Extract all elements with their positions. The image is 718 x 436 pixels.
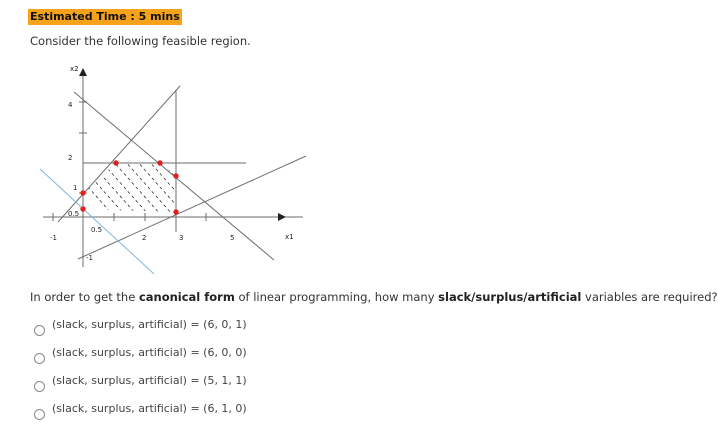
constraint-ascending-line — [58, 86, 180, 222]
tick-label: 5 — [230, 234, 235, 242]
blue-constraint-line — [40, 169, 154, 274]
radio-button[interactable] — [34, 353, 45, 364]
question-text-part: of linear programming, how many — [234, 290, 439, 304]
vertex-point — [80, 190, 85, 195]
vertex-point — [80, 206, 85, 211]
x2-axis-arrow-icon — [79, 68, 87, 76]
question-prompt: Consider the following feasible region. — [30, 34, 251, 48]
tick-label: -1 — [86, 254, 93, 262]
answer-option-3[interactable] — [34, 374, 247, 392]
answer-option-label: (slack, surplus, artificial) = (6, 0, 1) — [52, 317, 247, 331]
answer-option-label: (slack, surplus, artificial) = (5, 1, 1) — [52, 373, 247, 387]
tick-label: -1 — [50, 234, 57, 242]
question-bold-term: canonical form — [138, 290, 235, 304]
x1-axis-arrow-icon — [278, 213, 286, 221]
question-text-part: variables are required? — [581, 290, 718, 304]
tick-label: 1 — [73, 184, 78, 192]
answer-option-label: (slack, surplus, artificial) = (6, 1, 0) — [52, 401, 247, 415]
tick-label: 3 — [179, 234, 184, 242]
answer-option-label: (slack, surplus, artificial) = (6, 0, 0) — [52, 345, 247, 359]
radio-button[interactable] — [34, 325, 45, 336]
answer-option-4[interactable] — [34, 402, 247, 420]
answer-option-1[interactable] — [34, 318, 247, 336]
tick-label: 0.5 — [91, 226, 103, 234]
tick-label: 2 — [68, 154, 73, 162]
feasible-region-graph — [28, 62, 303, 277]
question-text — [30, 290, 718, 304]
vertex-point — [113, 160, 118, 165]
x1-axis-label: x1 — [285, 233, 294, 241]
tick-label: 2 — [142, 234, 147, 242]
vertex-point — [173, 173, 178, 178]
radio-button[interactable] — [34, 381, 45, 392]
estimated-time-badge: Estimated Time : 5 mins — [30, 10, 180, 23]
x2-axis-label: x2 — [70, 65, 79, 73]
tick-label: 4 — [68, 101, 73, 109]
vertex-point — [157, 160, 162, 165]
radio-button[interactable] — [34, 409, 45, 420]
answer-option-2[interactable] — [34, 346, 247, 364]
question-bold-term: slack/surplus/artificial — [438, 290, 582, 304]
tick-label: 0.5 — [68, 210, 80, 218]
feasible-region-figure — [28, 62, 303, 277]
question-text-part: In order to get the — [30, 290, 139, 304]
vertex-point — [173, 209, 178, 214]
constraint-shallow-line — [78, 156, 306, 259]
